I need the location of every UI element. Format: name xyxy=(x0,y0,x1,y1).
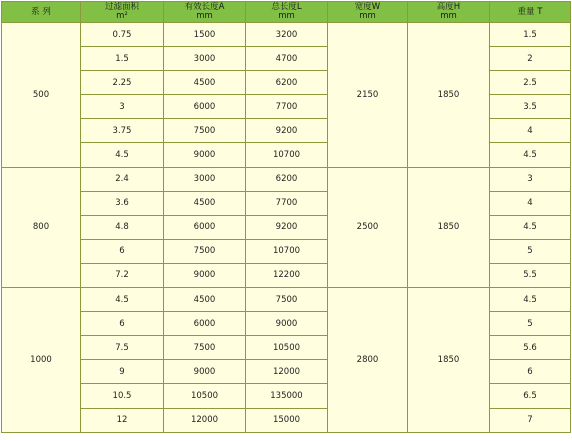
weight-cell: 5.5 xyxy=(490,263,571,287)
filter-area-cell: 6 xyxy=(81,312,164,336)
filter-area-cell: 4.5 xyxy=(81,288,164,312)
header-row xyxy=(2,2,571,23)
filter-area-cell: 10.5 xyxy=(81,384,164,408)
effective-length-cell: 7500 xyxy=(164,119,246,143)
filter-area-cell: 4.8 xyxy=(81,215,164,239)
weight-cell: 1.5 xyxy=(490,23,571,47)
width-cell: 2150 xyxy=(328,23,408,168)
total-length-cell: 15000 xyxy=(246,408,328,432)
total-length-cell: 135000 xyxy=(246,384,328,408)
weight-cell: 5 xyxy=(490,312,571,336)
height-cell: 1850 xyxy=(408,23,490,168)
weight-cell: 3 xyxy=(490,167,571,191)
header-effective-length: 有效长度A mm xyxy=(164,2,246,23)
header-width: 宽度W mm xyxy=(328,2,408,23)
weight-cell: 4 xyxy=(490,119,571,143)
filter-area-cell: 4.5 xyxy=(81,143,164,167)
total-length-cell: 12200 xyxy=(246,263,328,287)
table-row xyxy=(2,288,571,312)
total-length-cell: 9000 xyxy=(246,312,328,336)
effective-length-cell: 1500 xyxy=(164,23,246,47)
weight-cell: 2.5 xyxy=(490,71,571,95)
effective-length-cell: 7500 xyxy=(164,239,246,263)
filter-area-cell: 0.75 xyxy=(81,23,164,47)
total-length-cell: 7700 xyxy=(246,95,328,119)
filter-area-cell: 9 xyxy=(81,360,164,384)
effective-length-cell: 9000 xyxy=(164,360,246,384)
series-cell: 500 xyxy=(2,23,81,168)
effective-length-cell: 6000 xyxy=(164,215,246,239)
total-length-cell: 12000 xyxy=(246,360,328,384)
weight-cell: 4 xyxy=(490,191,571,215)
height-cell: 1850 xyxy=(408,167,490,287)
filter-spec-table xyxy=(1,1,571,433)
total-length-cell: 9200 xyxy=(246,119,328,143)
weight-cell: 5.6 xyxy=(490,336,571,360)
weight-cell: 3.5 xyxy=(490,95,571,119)
total-length-cell: 6200 xyxy=(246,71,328,95)
filter-area-cell: 3.75 xyxy=(81,119,164,143)
header-total-length: 总长度L mm xyxy=(246,2,328,23)
table-row xyxy=(2,23,571,47)
effective-length-cell: 4500 xyxy=(164,288,246,312)
effective-length-cell: 12000 xyxy=(164,408,246,432)
effective-length-cell: 4500 xyxy=(164,71,246,95)
total-length-cell: 10700 xyxy=(246,143,328,167)
weight-cell: 7 xyxy=(490,408,571,432)
total-length-cell: 3200 xyxy=(246,23,328,47)
weight-cell: 4.5 xyxy=(490,288,571,312)
total-length-cell: 10700 xyxy=(246,239,328,263)
total-length-cell: 7500 xyxy=(246,288,328,312)
header-filter-area: 过滤面积 m² xyxy=(81,2,164,23)
filter-area-cell: 1.5 xyxy=(81,47,164,71)
filter-area-cell: 2.25 xyxy=(81,71,164,95)
width-cell: 2500 xyxy=(328,167,408,287)
total-length-cell: 6200 xyxy=(246,167,328,191)
effective-length-cell: 4500 xyxy=(164,191,246,215)
effective-length-cell: 3000 xyxy=(164,47,246,71)
width-cell: 2800 xyxy=(328,288,408,433)
total-length-cell: 4700 xyxy=(246,47,328,71)
filter-area-cell: 7.5 xyxy=(81,336,164,360)
effective-length-cell: 3000 xyxy=(164,167,246,191)
header-series: 系 列 xyxy=(2,2,81,23)
effective-length-cell: 6000 xyxy=(164,95,246,119)
total-length-cell: 10500 xyxy=(246,336,328,360)
total-length-cell: 7700 xyxy=(246,191,328,215)
effective-length-cell: 6000 xyxy=(164,312,246,336)
weight-cell: 6 xyxy=(490,360,571,384)
header-height: 高度H mm xyxy=(408,2,490,23)
height-cell: 1850 xyxy=(408,288,490,433)
effective-length-cell: 7500 xyxy=(164,336,246,360)
filter-area-cell: 7.2 xyxy=(81,263,164,287)
filter-area-cell: 12 xyxy=(81,408,164,432)
filter-area-cell: 6 xyxy=(81,239,164,263)
effective-length-cell: 9000 xyxy=(164,263,246,287)
series-cell: 1000 xyxy=(2,288,81,433)
effective-length-cell: 10500 xyxy=(164,384,246,408)
weight-cell: 2 xyxy=(490,47,571,71)
filter-area-cell: 3 xyxy=(81,95,164,119)
total-length-cell: 9200 xyxy=(246,215,328,239)
weight-cell: 4.5 xyxy=(490,215,571,239)
filter-area-cell: 3.6 xyxy=(81,191,164,215)
table-row xyxy=(2,167,571,191)
weight-cell: 5 xyxy=(490,239,571,263)
filter-area-cell: 2.4 xyxy=(81,167,164,191)
header-weight: 重量 T xyxy=(490,2,571,23)
weight-cell: 4.5 xyxy=(490,143,571,167)
effective-length-cell: 9000 xyxy=(164,143,246,167)
weight-cell: 6.5 xyxy=(490,384,571,408)
series-cell: 800 xyxy=(2,167,81,287)
